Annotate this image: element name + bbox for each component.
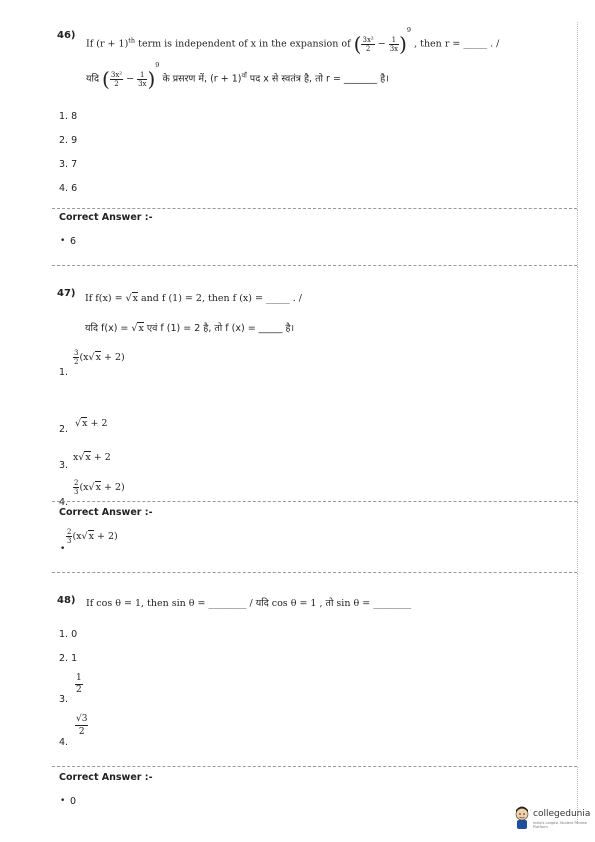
sqrt: √x (88, 482, 101, 493)
text: यदि f(x) = (85, 323, 132, 334)
question-text-english (86, 26, 500, 56)
option-math (73, 349, 125, 366)
denominator: 2 (78, 727, 85, 737)
text: यदि (86, 73, 103, 85)
correct-answer-value (66, 528, 118, 545)
option-4[interactable]: 4. 6 (59, 183, 78, 194)
paren: ( (353, 32, 362, 56)
answer-bullet: • (60, 796, 66, 806)
text: के प्रसरण में, (r + 1) (159, 73, 242, 85)
question-text-hindi (86, 61, 389, 91)
exponent: 9 (155, 61, 160, 70)
answer-48 (52, 767, 578, 822)
paren: ( (102, 67, 110, 91)
question-text-hindi (85, 321, 294, 334)
text: (x (79, 482, 89, 493)
text: If f(x) = (85, 293, 126, 304)
numerator: 3x² (110, 70, 123, 79)
superscript: th (128, 36, 136, 45)
numerator: 3 (74, 349, 79, 357)
option-number: 3. (59, 460, 69, 471)
fraction (75, 713, 88, 738)
logo-tagline: India's Largest Student Review Platform (533, 821, 588, 829)
mascot-icon (513, 806, 531, 830)
option-2[interactable]: 2. 1 (59, 653, 78, 664)
answer-47 (52, 502, 578, 572)
sqrt: √x (78, 452, 91, 463)
sqrt: √x (125, 293, 138, 304)
answer-bullet: • (60, 236, 66, 246)
denominator: 3 (67, 537, 72, 545)
text: + 2) (100, 352, 125, 363)
question-47 (52, 266, 578, 508)
answer-46 (52, 209, 578, 265)
text: + 2) (93, 531, 118, 542)
question-page (52, 22, 577, 822)
fraction (361, 36, 374, 53)
denominator: 2 (74, 358, 79, 366)
text: term is independent of x in the expansion of (135, 38, 354, 50)
text: + 2 (90, 452, 111, 463)
numerator: 1 (137, 71, 147, 80)
correct-answer-value: 6 (70, 236, 77, 247)
text: and f (1) = 2, then f (x) = _____ . / (138, 293, 302, 304)
denominator: 2 (114, 79, 119, 88)
option-number: 1. (59, 367, 69, 378)
logo-name: collegedunia (533, 809, 591, 819)
sqrt: √x (88, 352, 101, 363)
correct-answer-label: Correct Answer :- (59, 507, 153, 518)
correct-answer-label: Correct Answer :- (59, 772, 153, 783)
option-math (73, 452, 111, 463)
text: If (r + 1) (86, 38, 129, 50)
radicand: x (88, 531, 94, 542)
correct-answer-label: Correct Answer :- (59, 212, 153, 223)
option-3[interactable] (59, 452, 259, 470)
option-4[interactable] (59, 713, 119, 747)
text: + 2 (87, 418, 108, 429)
question-text-english (85, 293, 302, 304)
option-number: 2. (59, 424, 69, 435)
sqrt: √x (75, 418, 88, 429)
sqrt: √x (131, 323, 144, 334)
answer-bullet: • (60, 544, 66, 554)
text: − (374, 38, 389, 50)
radicand: x (82, 418, 88, 429)
fraction (75, 673, 83, 696)
option-2[interactable] (59, 418, 259, 434)
denominator: 3x (389, 44, 399, 53)
denominator: 3 (74, 488, 79, 496)
denominator: 3x (138, 79, 147, 88)
question-46 (52, 22, 578, 207)
denominator: 2 (365, 44, 371, 53)
option-1[interactable] (59, 349, 259, 379)
correct-answer-value: 0 (70, 796, 77, 807)
option-3[interactable] (59, 673, 119, 703)
option-number: 4. (59, 497, 69, 508)
fraction (389, 36, 399, 53)
radicand: x (95, 352, 101, 363)
text: पद x से स्वतंत्र है, तो r = _______ है। (246, 73, 389, 85)
option-number: 3. (59, 694, 69, 705)
radicand: x (132, 293, 138, 304)
numerator: 2 (67, 528, 72, 536)
text: (x (79, 352, 89, 363)
numerator: √3 (76, 714, 88, 724)
paren: ) (147, 67, 156, 91)
question-48 (52, 573, 578, 759)
option-3[interactable]: 3. 7 (59, 159, 78, 170)
question-text: If cos θ = 1, then sin θ = ________ / यदि cos θ = 1 , तो sin θ = ________ (86, 598, 412, 609)
option-math (75, 418, 107, 429)
option-1[interactable]: 1. 8 (59, 111, 78, 122)
text: , then r = _____ . / (411, 38, 500, 50)
option-math (73, 479, 125, 496)
radicand: x (138, 323, 144, 334)
text: + 2) (100, 482, 125, 493)
superscript: वाँ (241, 71, 247, 80)
option-number: 4. (59, 737, 69, 748)
radicand: x (95, 482, 101, 493)
collegedunia-logo[interactable] (513, 806, 593, 832)
fraction (110, 71, 123, 88)
option-2[interactable]: 2. 9 (59, 135, 78, 146)
radicand: x (85, 452, 91, 463)
text: (x (72, 531, 82, 542)
paren: ) (399, 32, 407, 56)
exponent: 9 (406, 26, 412, 35)
option-1[interactable]: 1. 0 (59, 629, 78, 640)
text: एवं f (1) = 2 है, तो f (x) = _____ है। (143, 323, 295, 334)
text: − (123, 73, 138, 85)
sqrt: √x (81, 531, 94, 542)
numerator: 1 (76, 673, 82, 683)
numerator: 2 (74, 479, 79, 487)
fraction (137, 71, 147, 88)
question-number: 47) (57, 288, 76, 299)
question-number: 48) (57, 595, 76, 606)
denominator: 2 (76, 685, 82, 695)
question-number: 46) (57, 30, 76, 41)
numerator: 1 (389, 36, 399, 45)
numerator: 3x² (362, 35, 374, 44)
text: x (73, 452, 79, 463)
